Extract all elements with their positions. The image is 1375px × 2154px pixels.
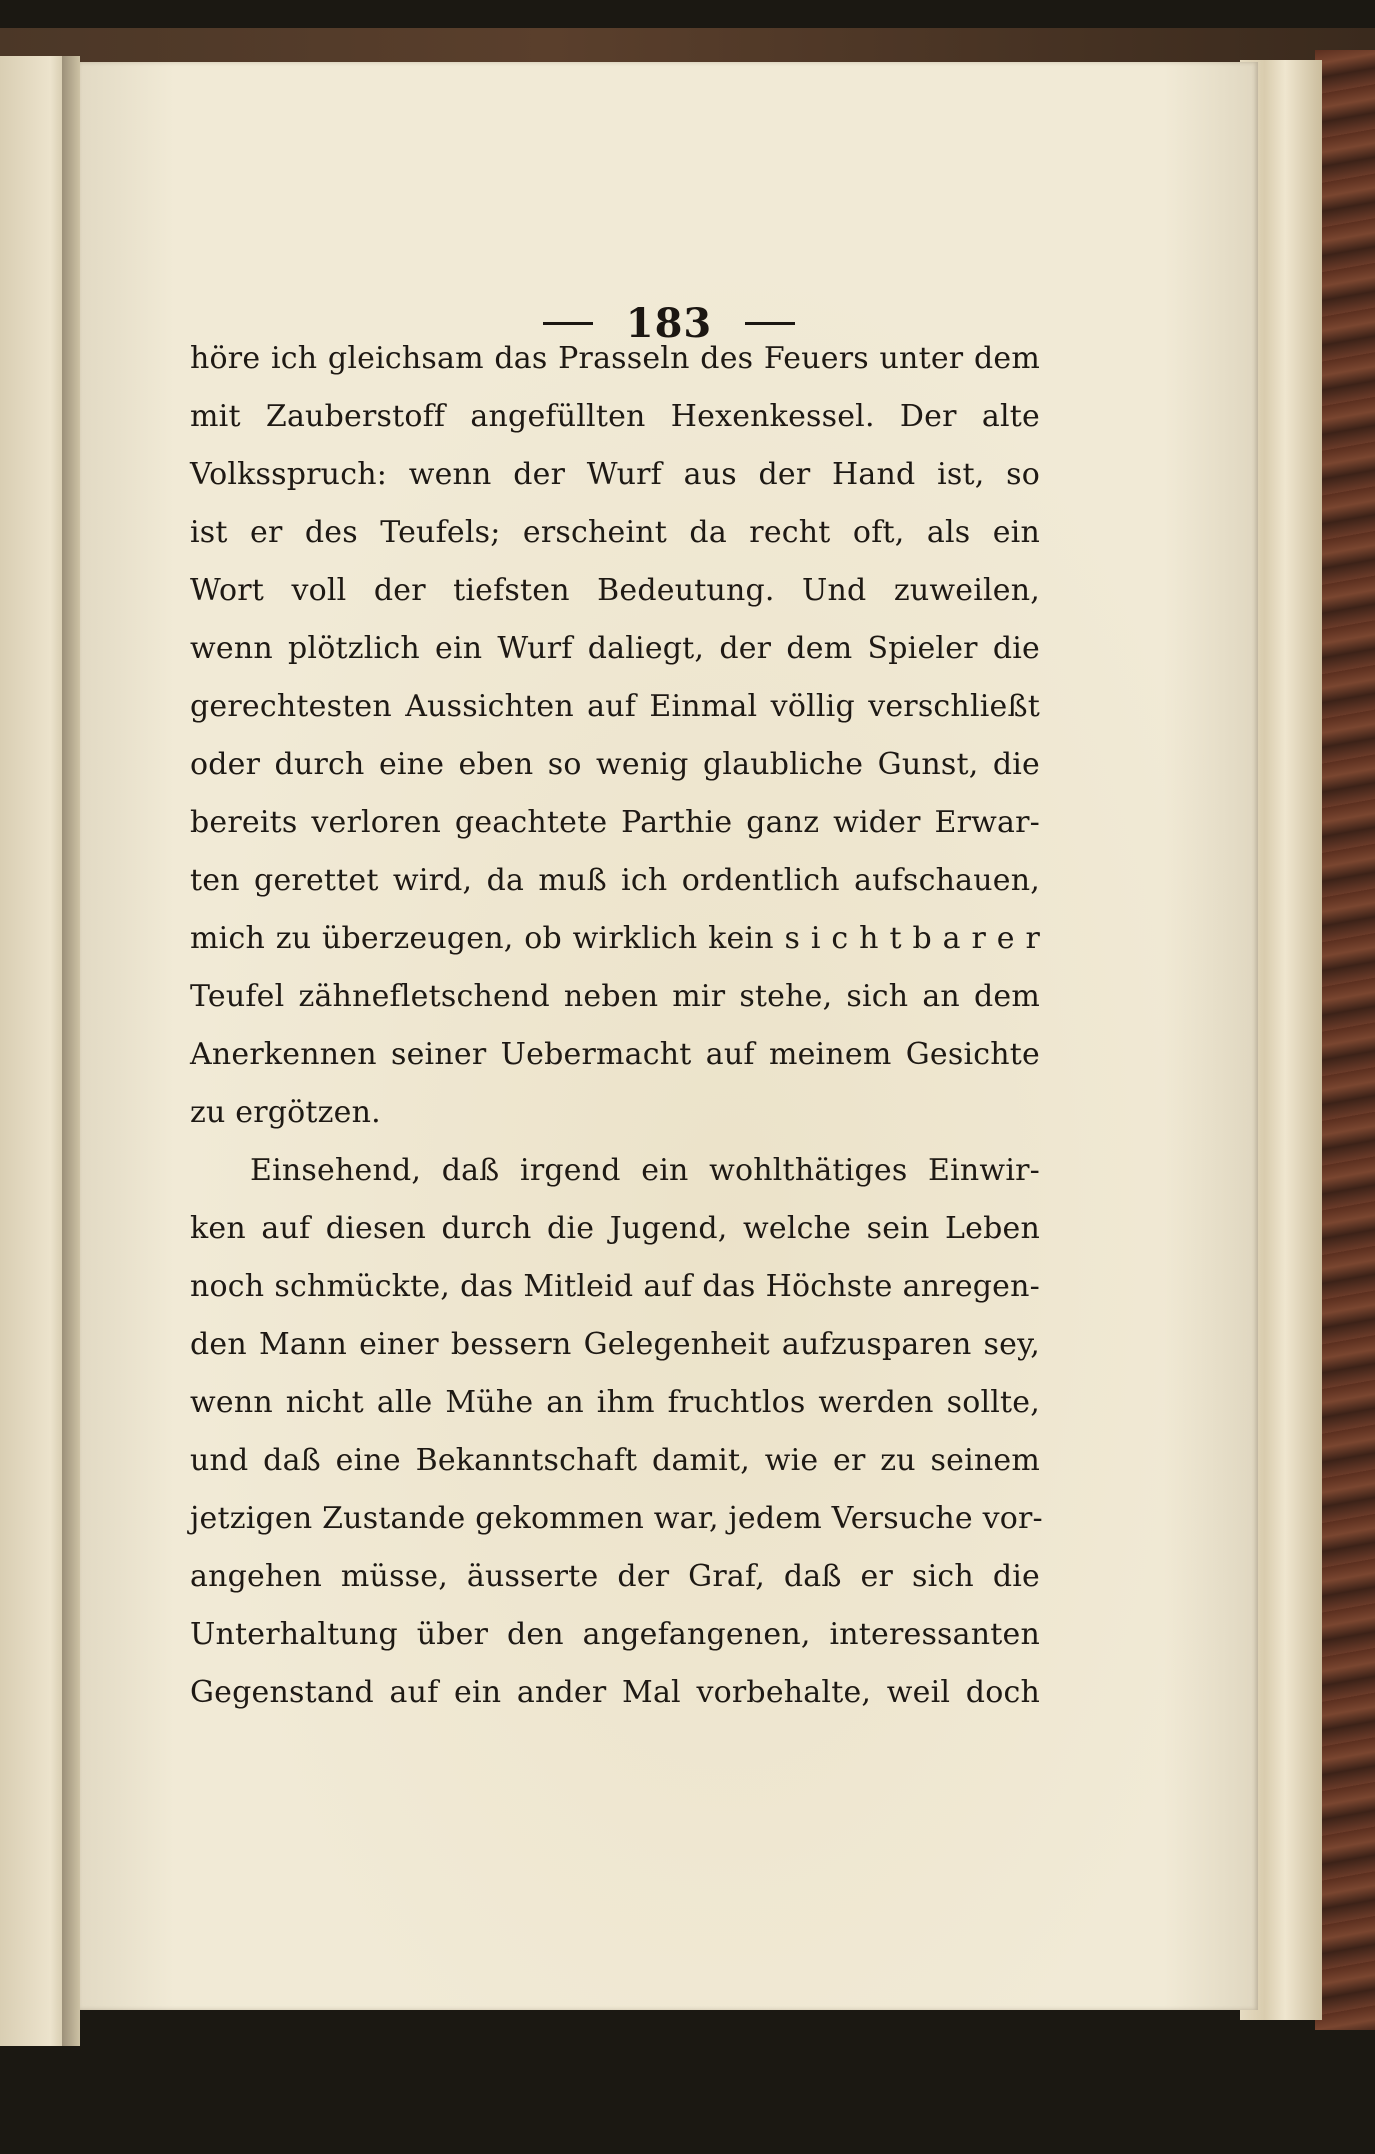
text-line: oder durch eine eben so wenig glaubliche Gunst, die: [190, 747, 1040, 782]
header-dash-left: [543, 322, 593, 325]
header-dash-right: [745, 322, 795, 325]
text-line: wenn plötzlich ein Wurf daliegt, der dem Spieler die: [190, 631, 1040, 666]
text-line: jetzigen Zustande gekommen war, jedem Versuche vor-: [190, 1501, 1043, 1536]
text-line: Volksspruch: wenn der Wurf aus der Hand ist, so: [190, 457, 1040, 492]
text-line: Gegenstand auf ein ander Mal vorbehalte, weil doch: [190, 1675, 1040, 1710]
text-line: Wort voll der tiefsten Bedeutung. Und zuweilen,: [190, 573, 1040, 608]
text-line: höre ich gleichsam das Prasseln des Feuers unter dem: [190, 341, 1040, 376]
text-line: Einsehend, daß irgend ein wohlthätiges Einwir-: [250, 1153, 1040, 1188]
text-line: zu ergötzen.: [190, 1095, 381, 1130]
text-line: mich zu überzeugen, ob wirklich kein s i c h t b a r e r: [190, 921, 1040, 956]
text-line: wenn nicht alle Mühe an ihm fruchtlos werden sollte,: [190, 1385, 1040, 1420]
text-line: den Mann einer bessern Gelegenheit aufzusparen sey,: [190, 1327, 1040, 1362]
text-line: ken auf diesen durch die Jugend, welche sein Leben: [190, 1211, 1040, 1246]
text-line: ist er des Teufels; erscheint da recht oft, als ein: [190, 515, 1040, 550]
text-line: noch schmückte, das Mitleid auf das Höchste anregen-: [190, 1269, 1040, 1304]
text-line: bereits verloren geachtete Parthie ganz wider Erwar-: [190, 805, 1040, 840]
text-line: ten gerettet wird, da muß ich ordentlich aufschauen,: [190, 863, 1040, 898]
text-line: Teufel zähnefletschend neben mir stehe, sich an dem: [190, 979, 1040, 1014]
book-gutter: [62, 56, 80, 2046]
book-cover-right-edge: [1315, 50, 1375, 2030]
text-line: Unterhaltung über den angefangenen, interessanten: [190, 1617, 1040, 1652]
page-number: 183: [625, 300, 713, 347]
text-line: Anerkennen seiner Uebermacht auf meinem Gesichte: [190, 1037, 1040, 1072]
text-line: und daß eine Bekanntschaft damit, wie er zu seinem: [190, 1443, 1040, 1478]
text-line: angehen müsse, äusserte der Graf, daß er sich die: [190, 1559, 1040, 1594]
text-line: mit Zauberstoff angefüllten Hexenkessel. Der alte: [190, 399, 1040, 434]
page-body-text: [190, 330, 1043, 1722]
text-line: gerechtesten Aussichten auf Einmal völlig verschließt: [190, 689, 1040, 724]
